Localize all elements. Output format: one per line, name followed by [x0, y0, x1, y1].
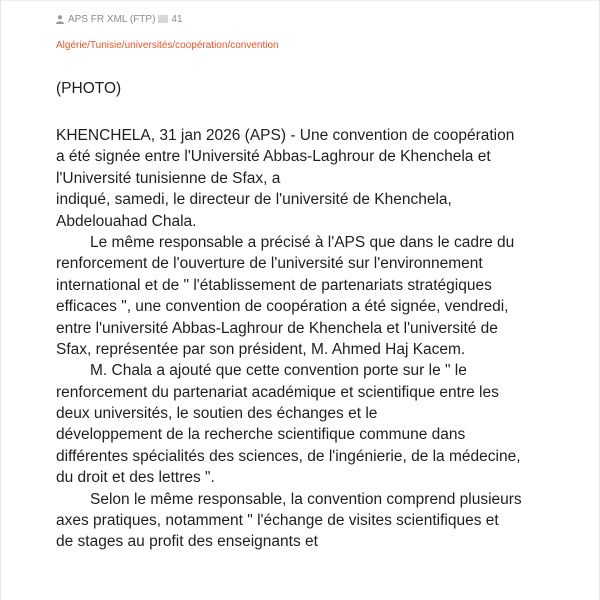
source-name[interactable]: APS FR XML (FTP) [68, 13, 156, 25]
article-body [56, 125, 556, 553]
article-line: deux universités, le soutien des échanges et le [56, 405, 378, 423]
bars-icon [158, 15, 168, 23]
tag-list: Algérie/Tunisie/universités/coopération/convention [56, 40, 279, 51]
tag-link[interactable]: Tunisie [89, 40, 122, 51]
article-line: indiqué, samedi, le directeur de l'université de Khenchela, [56, 191, 452, 209]
tag-link[interactable]: convention [230, 40, 279, 51]
article-line: de stages au profit des enseignants et [56, 533, 318, 551]
article-line: efficaces ", une convention de coopération a été signée, vendredi, [56, 298, 509, 316]
article-line: international et de " l'établissement de partenariats stratégiques [56, 276, 492, 294]
article-line: entre l'université Abbas-Laghrour de Khenchela et l'université de [56, 319, 498, 337]
tag-link[interactable]: Algérie [56, 40, 88, 51]
article-line: Selon le même responsable, la convention comprend plusieurs [90, 490, 522, 508]
photo-label: (PHOTO) [56, 80, 122, 97]
article-line: développement de la recherche scientifique commune dans [56, 426, 466, 444]
person-icon [56, 15, 64, 24]
article-line: M. Chala a ajouté que cette convention porte sur le " le [90, 362, 467, 380]
article-line: Le même responsable a précisé à l'APS que dans le cadre du [90, 233, 515, 251]
article-line: renforcement du partenariat académique et scientifique entre les [56, 383, 499, 401]
source-line [56, 12, 183, 26]
tag-link[interactable]: universités [124, 40, 173, 51]
article-line: Abdelouahad Chala. [56, 212, 197, 230]
article-line: différentes spécialités des sciences, de l'ingénierie, de la médecine, [56, 447, 521, 465]
article-line: KHENCHELA, 31 jan 2026 (APS) - Une convention de coopération [56, 127, 515, 144]
article-line: du droit et des lettres ". [56, 469, 215, 487]
article-line: Sfax, représentée par son président, M. Ahmed Haj Kacem. [56, 340, 466, 358]
article-line: axes pratiques, notamment " l'échange de visites scientifiques et [56, 512, 499, 530]
word-count: 41 [171, 13, 183, 25]
article-line: l'Université tunisienne de Sfax, a [56, 169, 281, 187]
tag-link[interactable]: coopération [175, 40, 228, 51]
article-line: renforcement de l'ouverture de l'université sur l'environnement [56, 255, 483, 273]
article-line: a été signée entre l'Université Abbas-Laghrour de Khenchela et [56, 148, 491, 166]
